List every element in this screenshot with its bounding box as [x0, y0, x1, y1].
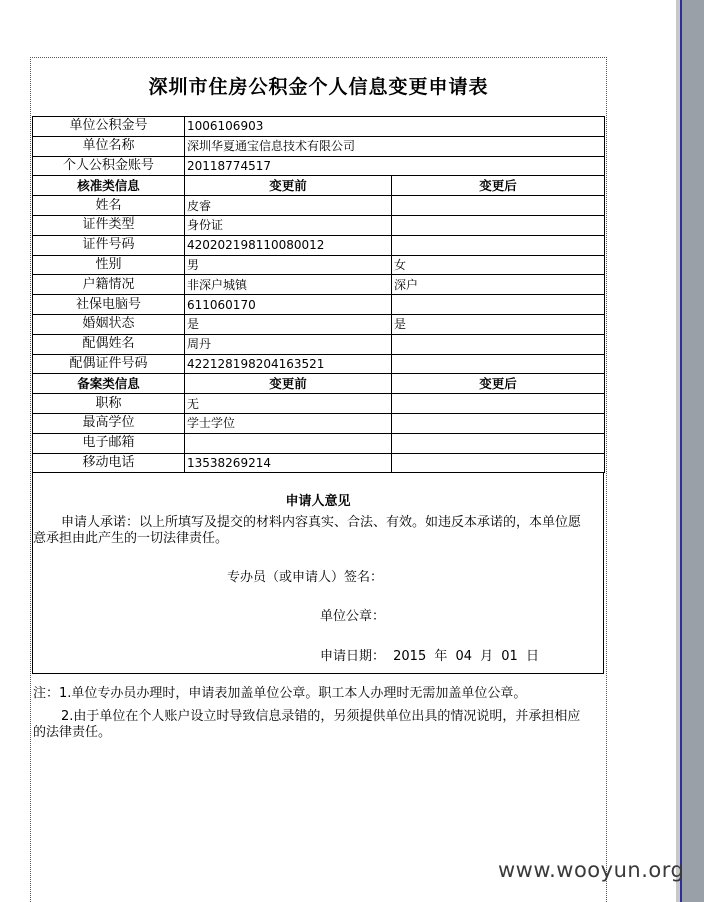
field-value: 1006106903 [185, 117, 605, 137]
unit-info-row [33, 156, 605, 176]
field-label: 户籍情况 [33, 275, 185, 295]
field-label: 个人公积金账号 [33, 156, 185, 176]
value-after [392, 215, 605, 235]
value-before: 身份证 [185, 215, 392, 235]
value-after [392, 413, 605, 433]
unit-info-row [33, 136, 605, 156]
value-after [392, 453, 605, 473]
record-info-row [33, 453, 605, 473]
field-value: 深圳华夏通宝信息技术有限公司 [185, 136, 605, 156]
applicant-pledge-text: 申请人承诺：以上所填写及提交的材料内容真实、合法、有效。如违反本承诺的，本单位愿意承担由此产生的一切法律责任。 [33, 515, 582, 546]
verify-info-row [33, 255, 605, 275]
verify-info-row [33, 275, 605, 295]
applicant-opinion-box [32, 472, 604, 674]
field-label: 最高学位 [33, 413, 185, 433]
watermark: www.wooyun.org [498, 858, 685, 882]
value-before [185, 433, 392, 453]
signature-label: 专办员（或申请人）签名： [227, 570, 384, 585]
field-label: 移动电话 [33, 453, 185, 473]
value-after [392, 295, 605, 315]
company-seal-label: 单位公章： [320, 609, 386, 624]
value-before: 周丹 [185, 334, 392, 354]
field-label: 单位名称 [33, 136, 185, 156]
field-label: 性别 [33, 255, 185, 275]
value-before: 皮睿 [185, 196, 392, 216]
verify-info-row [33, 354, 605, 374]
verify-info-row [33, 196, 605, 216]
value-after: 女 [392, 255, 605, 275]
field-label: 婚姻状态 [33, 314, 185, 334]
value-after [392, 433, 605, 453]
value-before: 学士学位 [185, 413, 392, 433]
value-before: 男 [185, 255, 392, 275]
field-label: 配偶姓名 [33, 334, 185, 354]
value-before: 420202198110080012 [185, 235, 392, 255]
note-1: 注：1.单位专办员办理时，申请表加盖单位公章。职工本人办理时无需加盖单位公章。 [33, 686, 527, 701]
unit-info-row [33, 117, 605, 137]
record-info-row [33, 394, 605, 414]
value-before: 13538269214 [185, 453, 392, 473]
application-date: 申请日期： 2015 年 04 月 01 日 [320, 649, 539, 664]
field-label: 电子邮箱 [33, 433, 185, 453]
value-before: 无 [185, 394, 392, 414]
value-before: 是 [185, 314, 392, 334]
section-header-label: 核准类信息 [33, 176, 185, 196]
record-section-header [33, 374, 605, 394]
value-after: 深户 [392, 275, 605, 295]
column-header-after: 变更后 [392, 374, 605, 394]
record-info-row [33, 413, 605, 433]
form-title: 深圳市住房公积金个人信息变更申请表 [148, 76, 489, 98]
field-label: 证件类型 [33, 215, 185, 235]
value-after [392, 235, 605, 255]
verify-info-row [33, 215, 605, 235]
value-before: 422128198204163521 [185, 354, 392, 374]
section-header-label: 备案类信息 [33, 374, 185, 394]
opinion-title: 申请人意见 [285, 494, 351, 509]
verify-info-row [33, 295, 605, 315]
field-label: 社保电脑号 [33, 295, 185, 315]
info-table [32, 116, 605, 473]
verify-info-row [33, 314, 605, 334]
column-header-before: 变更前 [185, 176, 392, 196]
record-info-row [33, 433, 605, 453]
field-value: 20118774517 [185, 156, 605, 176]
verify-info-row [33, 334, 605, 354]
value-after [392, 334, 605, 354]
field-label: 配偶证件号码 [33, 354, 185, 374]
value-after [392, 196, 605, 216]
verify-info-row [33, 235, 605, 255]
value-after [392, 354, 605, 374]
field-label: 职称 [33, 394, 185, 414]
column-header-before: 变更前 [185, 374, 392, 394]
field-label: 姓名 [33, 196, 185, 216]
verify-section-header [33, 176, 605, 196]
value-before: 611060170 [185, 295, 392, 315]
value-before: 非深户城镇 [185, 275, 392, 295]
note-2: 2.由于单位在个人账户设立时导致信息录错的，另须提供单位出具的情况说明，并承担相应的法律责任。 [33, 709, 581, 740]
vertical-scrollbar[interactable] [680, 0, 704, 902]
value-after [392, 394, 605, 414]
field-label: 证件号码 [33, 235, 185, 255]
value-after: 是 [392, 314, 605, 334]
field-label: 单位公积金号 [33, 117, 185, 137]
column-header-after: 变更后 [392, 176, 605, 196]
